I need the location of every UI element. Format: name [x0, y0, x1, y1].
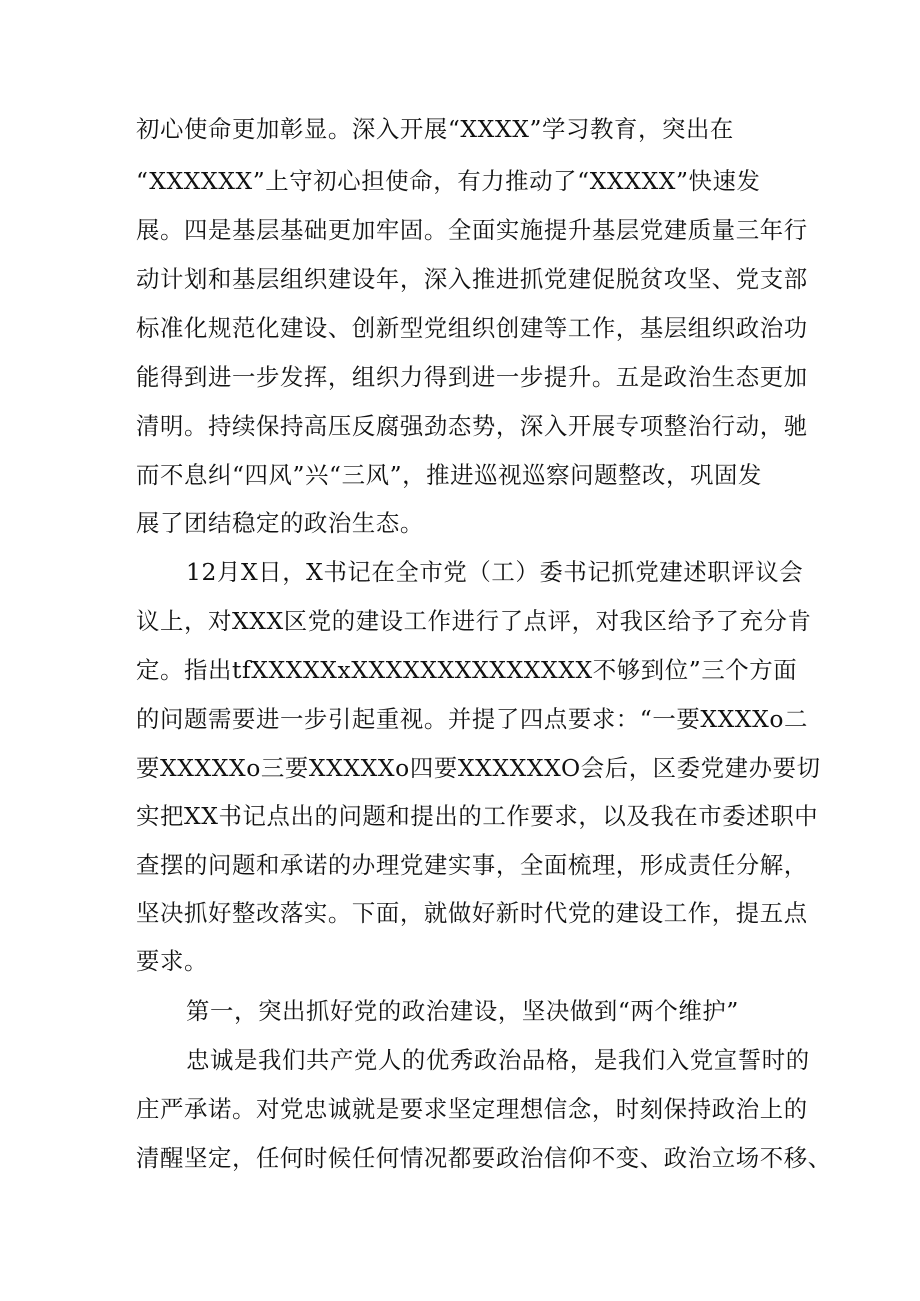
- text-line: 庄严承诺。对党忠诚就是要求坚定理想信念，时刻保持政治上的: [136, 1095, 808, 1123]
- text-line: 初心使命更加彰显。深入开展“XXXX”学习教育，突出在: [136, 115, 734, 143]
- text-line: 实把XX书记点出的问题和提出的工作要求，以及我在市委述职中: [136, 802, 819, 830]
- text-line: 坚决抓好整改落实。下面，就做好新时代党的建设工作，提五点: [136, 899, 808, 927]
- text-line: 展了团结稳定的政治生态。: [136, 509, 424, 537]
- text-line: 要XXXXXo三要XXXXXo四要XXXXXXO会后，区委党建办要切: [136, 754, 821, 782]
- text-line: “XXXXXX”上守初心担使命，有力推动了“XXXXX”快速发: [136, 167, 761, 195]
- text-line: 而不息纠“四风”兴“三风”，推进巡视巡察问题整改，巩固发: [136, 461, 763, 489]
- paragraph-first-line: 12月X日，X书记在全市党（工）委书记抓党建述职评议会: [186, 558, 804, 586]
- text-line: 的问题需要进一步引起重视。并提了四点要求：“一要XXXXo二: [136, 705, 809, 733]
- text-line: 定。指出tfXXXXXxXXXXXXXXXXXXXX不够到位”三个方面: [136, 656, 798, 684]
- text-line: 展。四是基层基础更加牢固。全面实施提升基层党建质量三年行: [136, 216, 808, 244]
- text-line: 要求。: [136, 947, 208, 975]
- text-line: 议上，对XXX区党的建设工作进行了点评，对我区给予了充分肯: [136, 607, 812, 635]
- text-line: 查摆的问题和承诺的办理党建实事，全面梳理，形成责任分解，: [136, 851, 808, 879]
- text-line: 标准化规范化建设、创新型党组织创建等工作，基层组织政治功: [136, 314, 808, 342]
- text-line: 清明。持续保持高压反腐强劲态势，深入开展专项整治行动，驰: [136, 412, 808, 440]
- text-line: 清醒坚定，任何时候任何情况都要政治信仰不变、政治立场不移、: [136, 1144, 832, 1172]
- text-line: 动计划和基层组织建设年，深入推进抓党建促脱贫攻坚、党支部: [136, 265, 808, 293]
- text-line: 能得到进一步发挥，组织力得到进一步提升。五是政治生态更加: [136, 363, 808, 391]
- section-heading: 第一，突出抓好党的政治建设，坚决做到“两个维护”: [186, 997, 739, 1025]
- paragraph-first-line: 忠诚是我们共产党人的优秀政治品格，是我们入党宣誓时的: [186, 1046, 810, 1074]
